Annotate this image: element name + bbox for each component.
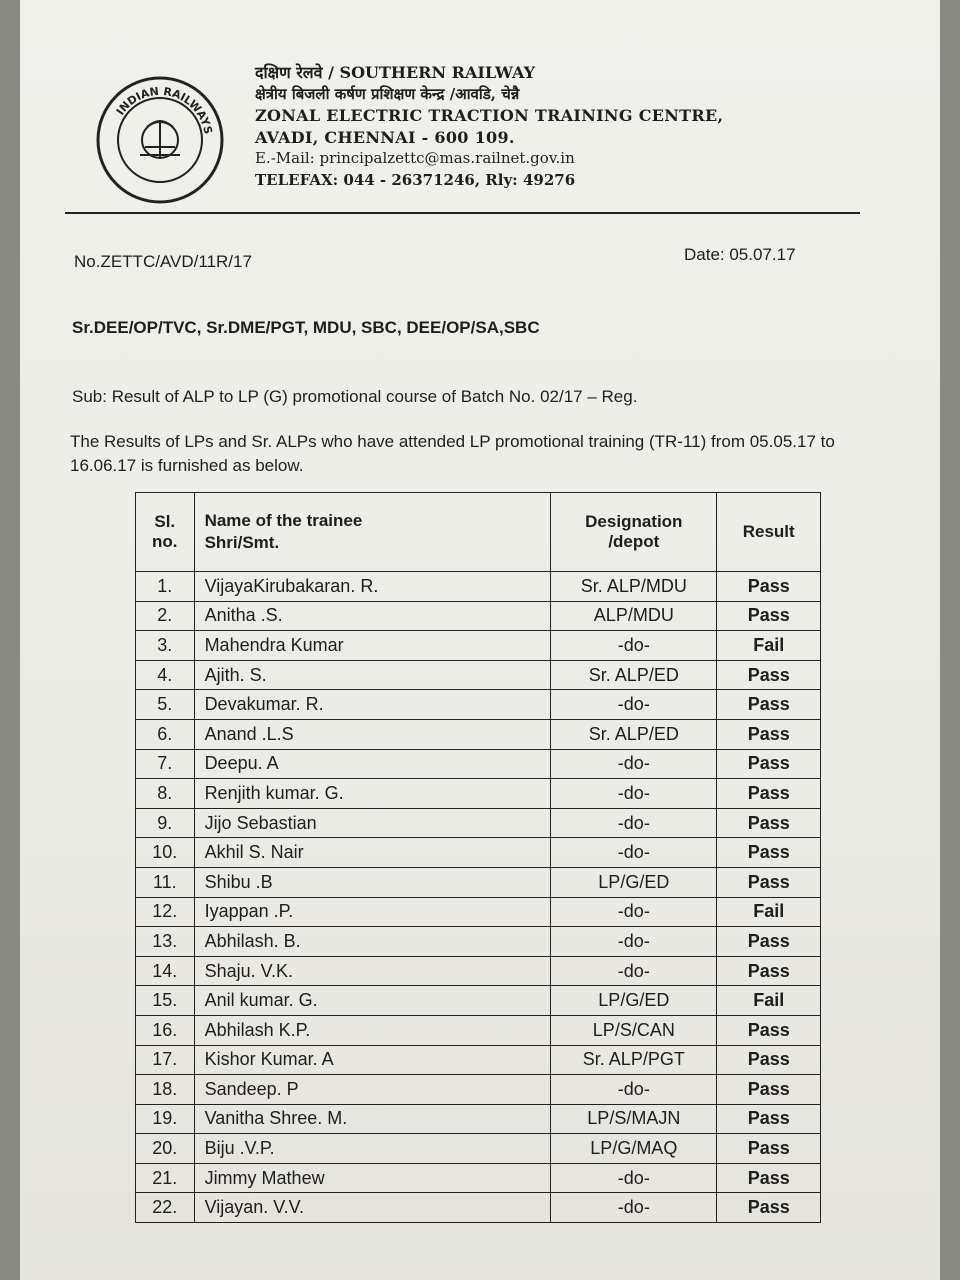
table-row [136,631,821,661]
sl-cell: 13. [136,927,195,957]
header-name [194,493,551,572]
sl-cell: 6. [136,719,195,749]
name-cell: Sandeep. P [194,1075,551,1105]
table-row [136,927,821,957]
name-cell: Vijayan. V.V. [194,1193,551,1223]
header-sl-line2: no. [152,532,178,551]
results-table-body [136,572,821,1223]
result-cell: Pass [717,660,821,690]
name-cell: Jijo Sebastian [194,808,551,838]
header-sl-line1: Sl. [154,512,176,531]
designation-cell: LP/S/CAN [551,1015,717,1045]
result-cell: Fail [717,986,821,1016]
header-designation [551,493,717,572]
table-row [136,1163,821,1193]
letterhead-line-3: ZONAL ELECTRIC TRACTION TRAINING CENTRE, [255,106,724,125]
sl-cell: 1. [136,572,195,602]
name-cell: Vanitha Shree. M. [194,1104,551,1134]
header-sl-no [136,493,195,572]
sl-cell: 19. [136,1104,195,1134]
sl-cell: 21. [136,1163,195,1193]
result-cell: Pass [717,779,821,809]
sl-cell: 3. [136,631,195,661]
designation-cell: -do- [551,956,717,986]
table-row [136,1134,821,1164]
result-cell: Pass [717,1045,821,1075]
result-cell: Fail [717,631,821,661]
table-row [136,867,821,897]
sl-cell: 14. [136,956,195,986]
result-cell: Pass [717,1163,821,1193]
designation-cell: -do- [551,838,717,868]
results-table [135,492,821,1223]
table-row [136,897,821,927]
designation-cell: -do- [551,1075,717,1105]
sl-cell: 15. [136,986,195,1016]
header-designation-line1: Designation [585,512,683,531]
header-designation-line2: /depot [608,532,660,551]
designation-cell: ALP/MDU [551,601,717,631]
designation-cell: LP/S/MAJN [551,1104,717,1134]
name-cell: Shibu .B [194,867,551,897]
sl-cell: 11. [136,867,195,897]
letterhead-email: E.-Mail: principalzettc@mas.railnet.gov.in [255,149,575,167]
letterhead-line-2: क्षेत्रीय बिजली कर्षण प्रशिक्षण केन्द्र /आवडि, चेन्नै [255,84,520,103]
name-cell: Akhil S. Nair [194,838,551,868]
sl-cell: 22. [136,1193,195,1223]
table-row [136,1193,821,1223]
sl-cell: 7. [136,749,195,779]
table-row [136,1104,821,1134]
name-cell: Anitha .S. [194,601,551,631]
sl-cell: 17. [136,1045,195,1075]
name-cell: Anil kumar. G. [194,986,551,1016]
designation-cell: -do- [551,1163,717,1193]
body-paragraph: The Results of LPs and Sr. ALPs who have attended LP promotional training (TR-11) from 05.05.17 to 16.06.17 is furnished as below. [70,432,835,475]
table-row [136,808,821,838]
name-cell: Biju .V.P. [194,1134,551,1164]
subject-line: Sub: Result of ALP to LP (G) promotional course of Batch No. 02/17 – Reg. [72,387,638,406]
table-row [136,956,821,986]
document-page [20,0,940,1280]
result-cell: Fail [717,897,821,927]
table-header-row [136,493,821,572]
table-row [136,572,821,602]
designation-cell: -do- [551,779,717,809]
sl-cell: 18. [136,1075,195,1105]
letterhead [255,62,723,191]
result-cell: Pass [717,838,821,868]
name-cell: VijayaKirubakaran. R. [194,572,551,602]
result-cell: Pass [717,1015,821,1045]
reference-number: No.ZETTC/AVD/11R/17 [74,252,252,271]
designation-cell: -do- [551,927,717,957]
name-cell: Iyappan .P. [194,897,551,927]
name-cell: Kishor Kumar. A [194,1045,551,1075]
name-cell: Deepu. A [194,749,551,779]
name-cell: Jimmy Mathew [194,1163,551,1193]
result-cell: Pass [717,867,821,897]
sl-cell: 12. [136,897,195,927]
sl-cell: 16. [136,1015,195,1045]
sl-cell: 10. [136,838,195,868]
designation-cell: LP/G/MAQ [551,1134,717,1164]
header-name-line1: Name of the trainee [204,511,363,530]
name-cell: Anand .L.S [194,719,551,749]
sl-cell: 9. [136,808,195,838]
designation-cell: -do- [551,690,717,720]
result-cell: Pass [717,1104,821,1134]
sl-cell: 4. [136,660,195,690]
sl-cell: 2. [136,601,195,631]
table-row [136,986,821,1016]
header-result: Result [717,493,821,572]
designation-cell: -do- [551,631,717,661]
name-cell: Mahendra Kumar [194,631,551,661]
result-cell: Pass [717,749,821,779]
table-row [136,690,821,720]
table-row [136,779,821,809]
result-cell: Pass [717,956,821,986]
designation-cell: -do- [551,897,717,927]
designation-cell: -do- [551,1193,717,1223]
result-cell: Pass [717,572,821,602]
sl-cell: 5. [136,690,195,720]
header-name-line2: Shri/Smt. [204,533,280,552]
table-row [136,1045,821,1075]
addressees: Sr.DEE/OP/TVC, Sr.DME/PGT, MDU, SBC, DEE/OP/SA,SBC [72,318,540,337]
designation-cell: Sr. ALP/MDU [551,572,717,602]
designation-cell: LP/G/ED [551,867,717,897]
result-cell: Pass [717,927,821,957]
designation-cell: Sr. ALP/ED [551,660,717,690]
name-cell: Ajith. S. [194,660,551,690]
letterhead-telefax: TELEFAX: 044 - 26371246, Rly: 49276 [255,170,576,189]
sl-cell: 20. [136,1134,195,1164]
table-row [136,601,821,631]
name-cell: Shaju. V.K. [194,956,551,986]
result-cell: Pass [717,1134,821,1164]
table-row [136,749,821,779]
designation-cell: -do- [551,808,717,838]
result-cell: Pass [717,690,821,720]
letterhead-line-1: दक्षिण रेलवे / SOUTHERN RAILWAY [255,63,536,82]
result-cell: Pass [717,601,821,631]
letter-date: Date: 05.07.17 [684,245,796,264]
table-row [136,838,821,868]
name-cell: Abhilash. B. [194,927,551,957]
designation-cell: LP/G/ED [551,986,717,1016]
designation-cell: Sr. ALP/ED [551,719,717,749]
result-cell: Pass [717,1075,821,1105]
name-cell: Renjith kumar. G. [194,779,551,809]
svg-text:INDIAN RAILWAYS: INDIAN RAILWAYS [113,84,215,136]
table-row [136,660,821,690]
designation-cell: -do- [551,749,717,779]
indian-railways-emblem-icon [95,75,225,205]
letterhead-line-4: AVADI, CHENNAI - 600 109. [255,127,515,147]
result-cell: Pass [717,1193,821,1223]
table-row [136,1015,821,1045]
table-row [136,1075,821,1105]
name-cell: Devakumar. R. [194,690,551,720]
table-row [136,719,821,749]
sl-cell: 8. [136,779,195,809]
designation-cell: Sr. ALP/PGT [551,1045,717,1075]
result-cell: Pass [717,808,821,838]
name-cell: Abhilash K.P. [194,1015,551,1045]
header-divider [65,212,860,214]
result-cell: Pass [717,719,821,749]
